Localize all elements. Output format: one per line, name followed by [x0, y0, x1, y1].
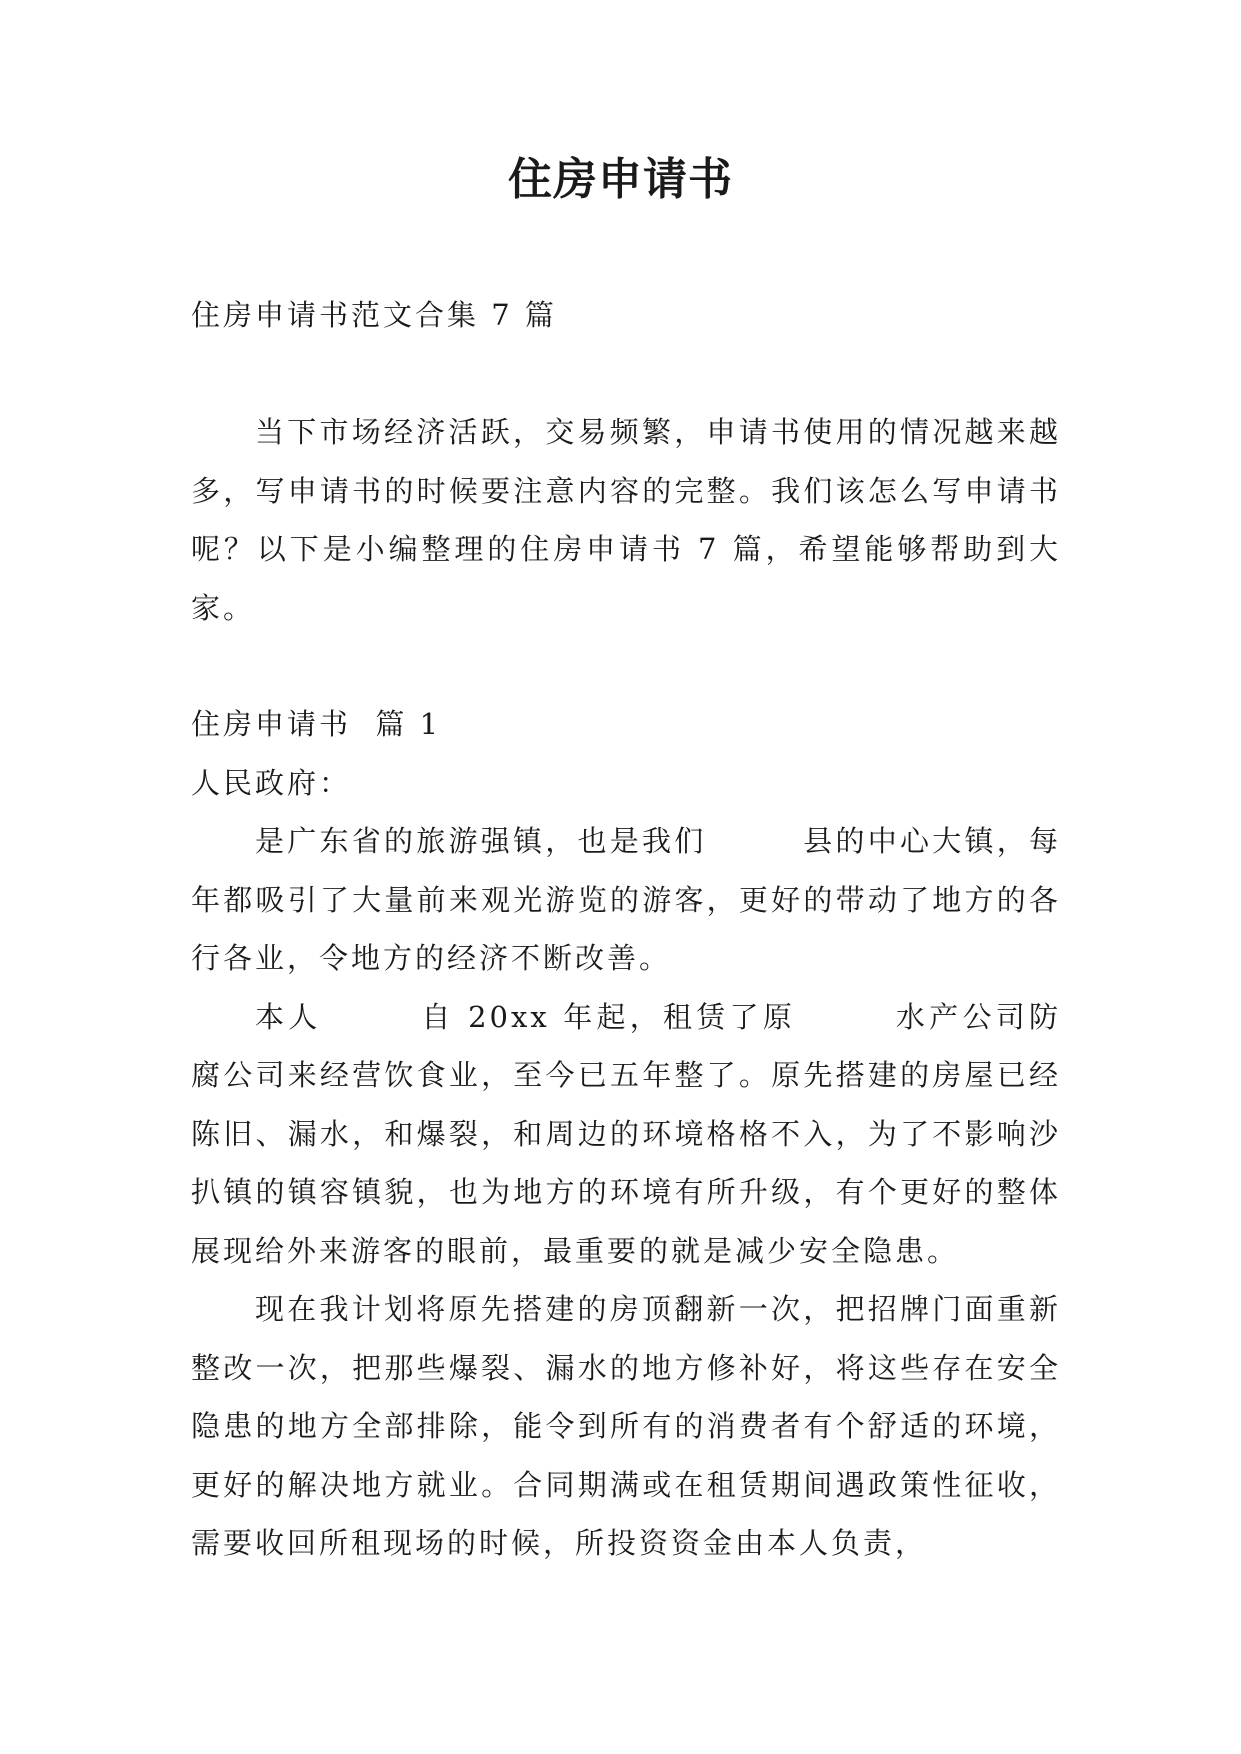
body-paragraph-1: 是广东省的旅游强镇，也是我们 县的中心大镇，每年都吸引了大量前来观光游览的游客，更好的带动了地方的各行各业，令地方的经济不断改善。: [191, 824, 1061, 975]
section-1: [191, 695, 1061, 1573]
intro-paragraph: 当下市场经济活跃，交易频繁，申请书使用的情况越来越多，写申请书的时候要注意内容的完整。我们该怎么写申请书呢？以下是小编整理的住房申请书 7 篇，希望能够帮助到大家。: [191, 415, 1061, 625]
body-paragraph-2: 本人 自 20xx 年起，租赁了原 水产公司防腐公司来经营饮食业，至今已五年整了。原先搭建的房屋已经陈旧、漏水，和爆裂，和周边的环境格格不入，为了不影响沙扒镇的镇容镇貌，也为地方的环境有所升级，有个更好的整体展现给外来游客的眼前，最重要的就是减少安全隐患。: [191, 999, 1061, 1268]
body-paragraph-3: 现在我计划将原先搭建的房顶翻新一次，把招牌门面重新整改一次，把那些爆裂、漏水的地方修补好，将这些存在安全隐患的地方全部排除，能令到所有的消费者有个舒适的环境，更好的解决地方就业。合同期满或在租赁期间遇政策性征收，需要收回所租现场的时候，所投资资金由本人负责，: [191, 1292, 1061, 1560]
intro-block: [191, 403, 1061, 637]
section-heading: 住房申请书 篇 1: [191, 707, 442, 741]
document-subtitle: 住房申请书范文合集 7 篇: [191, 298, 557, 332]
salutation: 人民政府：: [191, 765, 352, 800]
document-title: 住房申请书: [508, 154, 733, 205]
